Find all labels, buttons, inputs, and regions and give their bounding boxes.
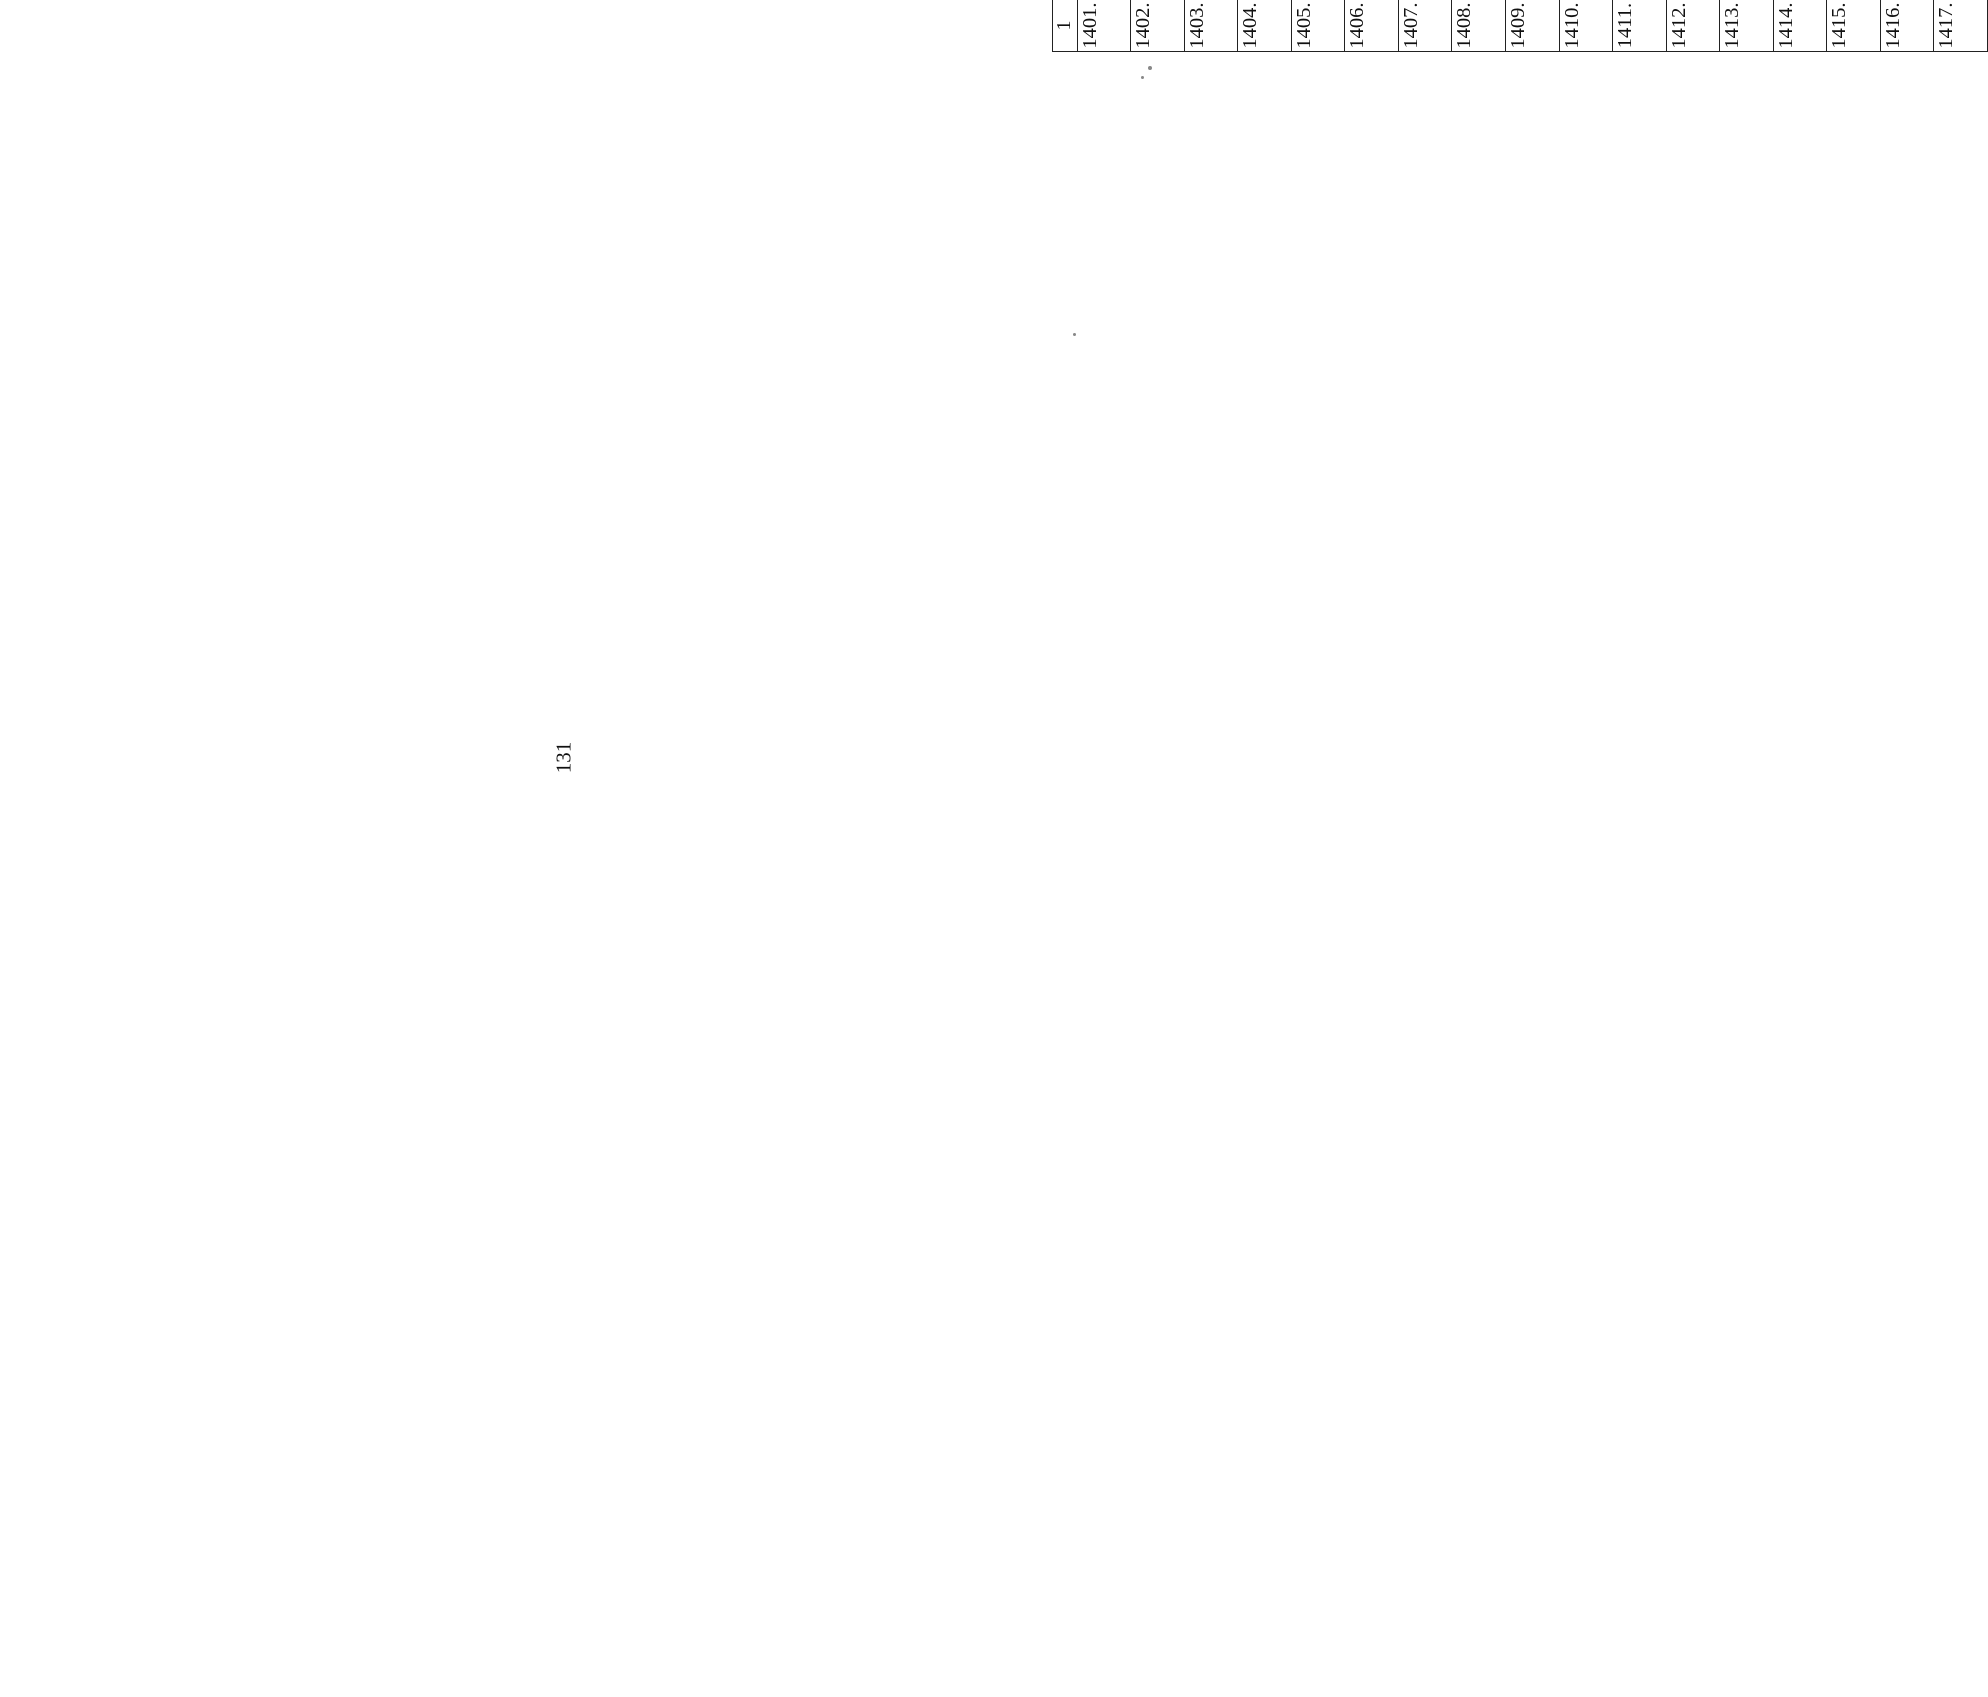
row-number-cell-line: 1404. bbox=[1239, 2, 1262, 49]
table-row bbox=[1934, 0, 1988, 52]
table-row bbox=[1452, 0, 1506, 52]
row-number-cell bbox=[1077, 0, 1131, 52]
row-number-cell-line: 1417. bbox=[1935, 2, 1958, 49]
table-row bbox=[1398, 0, 1452, 52]
table-row bbox=[1345, 0, 1399, 52]
row-number-cell-line: 1413. bbox=[1721, 2, 1744, 49]
header-cell: 1 bbox=[1053, 0, 1078, 52]
row-number-cell bbox=[1291, 0, 1345, 52]
table-row bbox=[1077, 0, 1131, 52]
table-row bbox=[1238, 0, 1292, 52]
row-number-cell bbox=[1184, 0, 1238, 52]
table-row bbox=[1827, 0, 1881, 52]
row-number-cell bbox=[1345, 0, 1399, 52]
row-number-cell-line: 1406. bbox=[1346, 2, 1369, 49]
row-number-cell-line: 1403. bbox=[1185, 2, 1208, 49]
row-number-cell bbox=[1131, 0, 1185, 52]
table-row bbox=[1291, 0, 1345, 52]
row-number-cell bbox=[1398, 0, 1452, 52]
table-row bbox=[1720, 0, 1774, 52]
row-number-cell-line: 1402. bbox=[1132, 2, 1155, 49]
scan-speck bbox=[1148, 66, 1152, 70]
row-number-cell-line: 1410. bbox=[1560, 2, 1583, 49]
row-number-cell-line: 1416. bbox=[1881, 2, 1904, 49]
row-number-cell bbox=[1238, 0, 1292, 52]
row-number-cell bbox=[1934, 0, 1988, 52]
row-number-cell bbox=[1452, 0, 1506, 52]
table-row bbox=[1131, 0, 1185, 52]
table-row bbox=[1666, 0, 1720, 52]
row-number-cell-line: 1412. bbox=[1667, 2, 1690, 49]
table-row bbox=[1773, 0, 1827, 52]
row-number-cell-line: 1409. bbox=[1506, 2, 1529, 49]
row-number-cell bbox=[1559, 0, 1613, 52]
inventory-table-body bbox=[1053, 0, 1988, 52]
row-number-cell-line: 1401. bbox=[1078, 2, 1101, 49]
table-row bbox=[1184, 0, 1238, 52]
table-row bbox=[1613, 0, 1667, 52]
row-number-cell bbox=[1880, 0, 1934, 52]
row-number-cell-line: 1407. bbox=[1399, 2, 1422, 49]
row-number-cell-line: 1414. bbox=[1774, 2, 1797, 49]
row-number-cell bbox=[1505, 0, 1559, 52]
row-number-cell bbox=[1613, 0, 1667, 52]
inventory-table bbox=[1052, 0, 1988, 52]
scan-speck bbox=[1073, 333, 1076, 336]
row-number-cell-line: 1415. bbox=[1828, 2, 1851, 49]
table-row bbox=[1880, 0, 1934, 52]
table-row bbox=[1559, 0, 1613, 52]
scan-speck bbox=[1141, 76, 1144, 79]
row-number-cell bbox=[1720, 0, 1774, 52]
page-number: 131 bbox=[551, 741, 576, 774]
row-number-cell-line: 1411. bbox=[1614, 2, 1637, 49]
table-row bbox=[1505, 0, 1559, 52]
rotated-table-container bbox=[1052, 0, 1988, 52]
row-number-cell bbox=[1827, 0, 1881, 52]
row-number-cell bbox=[1773, 0, 1827, 52]
table-header-row bbox=[1053, 0, 1078, 52]
row-number-cell-line: 1405. bbox=[1292, 2, 1315, 49]
row-number-cell-line: 1408. bbox=[1453, 2, 1476, 49]
row-number-cell bbox=[1666, 0, 1720, 52]
